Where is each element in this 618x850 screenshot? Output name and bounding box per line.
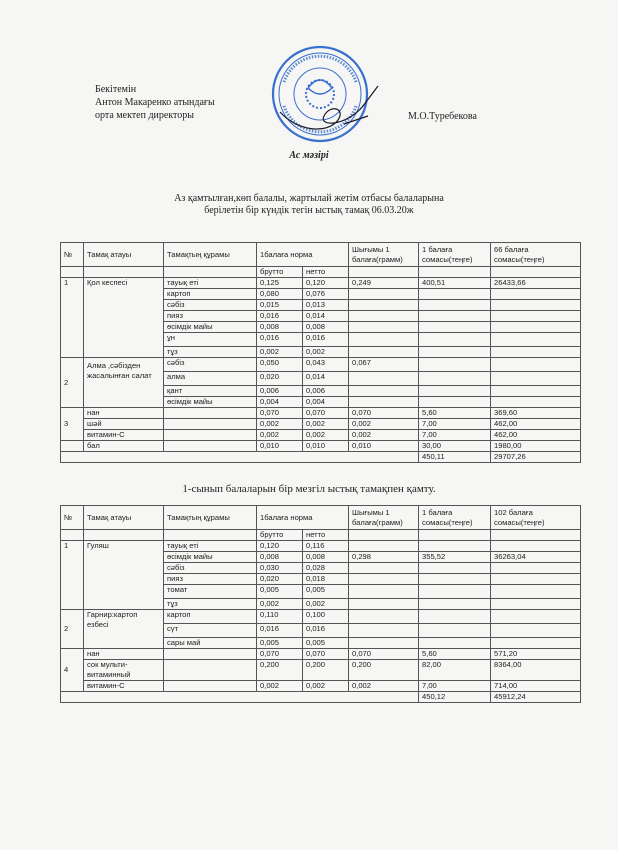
empty-cell [349,599,419,610]
table-cell: 0,020 [257,372,303,386]
empty-cell [349,610,419,624]
empty-cell [491,347,581,358]
table-cell [164,408,257,419]
table-cell: витамин-С [84,681,164,692]
table-cell: 0,002 [257,681,303,692]
table-cell: 0,028 [303,563,349,574]
empty-cell [491,372,581,386]
table-cell: 0,018 [303,574,349,585]
empty-cell [349,638,419,649]
table-cell: 0,005 [303,638,349,649]
empty-cell [164,530,257,541]
dish-name: Қол кеспесі [84,278,164,358]
table-cell: 4 [61,649,84,692]
table-cell: 0,005 [303,585,349,599]
empty-cell [164,267,257,278]
table-cell: 0,016 [303,624,349,638]
empty-cell [491,322,581,333]
col-header-netto: нетто [303,267,349,278]
stamp-seal-icon [273,47,367,141]
table-cell: нан [84,649,164,660]
empty-cell [419,322,491,333]
dish-name: Алма ,сәбізден жасалынған салат [84,358,164,408]
empty-cell [419,574,491,585]
table-cell [164,430,257,441]
empty-cell [349,372,419,386]
heading-free-meal [0,193,618,217]
empty-cell [419,300,491,311]
heading-first-grade: 1-сынып балаларын бір мезгіл ыстық тамақпен қамту. [182,483,436,495]
table-cell: 369,60 [491,408,581,419]
empty-cell [349,289,419,300]
empty-cell [419,599,491,610]
table-cell: 1 [61,541,84,610]
table-cell: 0,002 [303,430,349,441]
table-cell: 0,076 [303,289,349,300]
table-cell: 0,120 [257,541,303,552]
table-cell: 0,298 [349,552,419,563]
col-header-price-total: 66 балаға сомасы(теңге) [491,243,581,267]
table-row [61,681,581,692]
empty-cell [419,347,491,358]
table-cell: 0,002 [303,681,349,692]
table-cell: 0,200 [349,660,419,681]
table-cell: 400,51 [419,278,491,289]
empty-cell [419,311,491,322]
col-header-brutto: брутто [257,267,303,278]
total-row [61,452,581,463]
col-header-netto: нетто [303,530,349,541]
empty-cell [491,638,581,649]
table-cell: қант [164,386,257,397]
table-row [61,610,581,624]
table-cell: 36263,04 [491,552,581,563]
table-cell: 0,010 [303,441,349,452]
table-cell: 0,070 [349,408,419,419]
empty-cell [84,530,164,541]
table-cell: 0,070 [257,649,303,660]
table-cell: 0,002 [257,419,303,430]
empty-cell [61,452,419,463]
table-cell: сары май [164,638,257,649]
empty-cell [491,585,581,599]
table-cell: 0,110 [257,610,303,624]
col-header-brutto: брутто [257,530,303,541]
empty-cell [491,397,581,408]
table-cell: сәбіз [164,358,257,372]
table-cell: пияз [164,311,257,322]
empty-cell [61,267,84,278]
table-cell [164,441,257,452]
table-row [61,358,581,372]
table-cell: ұн [164,333,257,347]
empty-cell [349,300,419,311]
table-cell: 0,016 [257,333,303,347]
col-header-num: № [61,506,84,530]
table-cell: 7,00 [419,419,491,430]
table-first-grade [60,505,581,703]
menu-title: Ас мәзірі [289,150,329,161]
col-header-norm: 1балаға норма [257,243,349,267]
table-cell: 0,008 [303,552,349,563]
table-cell: сүт [164,624,257,638]
empty-cell [491,610,581,624]
empty-cell [349,267,419,278]
total-price-one: 450,12 [419,692,491,703]
table-cell: томат [164,585,257,599]
table-cell [164,419,257,430]
table-row [61,419,581,430]
table-cell: 462,00 [491,419,581,430]
empty-cell [491,358,581,372]
total-price-one: 450,11 [419,452,491,463]
table-cell [164,649,257,660]
table-cell: 2 [61,358,84,408]
table-cell: 0,002 [349,419,419,430]
table-row [61,541,581,552]
empty-cell [419,585,491,599]
table-cell: 0,002 [349,681,419,692]
table-cell: тұз [164,599,257,610]
table-cell: 0,004 [257,397,303,408]
col-header-price-one: 1 балаға сомасы(теңге) [419,506,491,530]
col-header-yield: Шығымы 1 балаға(грамм) [349,243,419,267]
dish-name: Гуляш [84,541,164,610]
empty-cell [419,610,491,624]
table-cell: 0,008 [303,322,349,333]
empty-cell [349,541,419,552]
empty-cell [491,333,581,347]
total-price-all: 45912,24 [491,692,581,703]
empty-cell [419,372,491,386]
table-cell: сәбіз [164,300,257,311]
table-cell: 0,020 [257,574,303,585]
table-cell: 0,116 [303,541,349,552]
approval-line-2: Антон Макаренко атындағы [95,97,215,108]
table-row [61,649,581,660]
table-cell: 0,006 [303,386,349,397]
signature-mark [280,86,378,129]
table-cell: 0,005 [257,638,303,649]
table-cell: өсімдік майы [164,322,257,333]
table-cell: 0,080 [257,289,303,300]
table-cell: 0,005 [257,585,303,599]
table-row [61,408,581,419]
table-cell: 0,249 [349,278,419,289]
table-cell: 0,125 [257,278,303,289]
table-cell: сәбіз [164,563,257,574]
table-cell: 0,016 [303,333,349,347]
empty-cell [491,530,581,541]
table-cell: 0,006 [257,386,303,397]
col-header-composition: Тамақтың құрамы [164,243,257,267]
empty-cell [491,563,581,574]
empty-cell [491,386,581,397]
empty-cell [61,530,84,541]
total-price-all: 29707,26 [491,452,581,463]
empty-cell [491,599,581,610]
table-cell: 0,008 [257,322,303,333]
empty-cell [419,638,491,649]
total-row [61,692,581,703]
table-cell: 7,00 [419,430,491,441]
table-cell: 0,002 [257,430,303,441]
table-cell: 0,120 [303,278,349,289]
empty-cell [419,289,491,300]
table-cell: 0,004 [303,397,349,408]
dish-name: Гарнир:картоп езбесі [84,610,164,649]
table-cell: 1980,00 [491,441,581,452]
empty-cell [349,386,419,397]
table-cell: 0,008 [257,552,303,563]
heading-free-meal-line-2: берілетін бір күндік тегін ыстық тамақ 06.03.20ж [204,205,414,216]
table-cell: 0,015 [257,300,303,311]
table-row [61,278,581,289]
empty-cell [419,624,491,638]
empty-cell [349,585,419,599]
col-header-yield: Шығымы 1 балаға(грамм) [349,506,419,530]
table-cell: өсімдік майы [164,397,257,408]
table-cell: 0,002 [349,430,419,441]
empty-cell [419,541,491,552]
empty-cell [419,563,491,574]
table-cell: алма [164,372,257,386]
table-cell: картоп [164,610,257,624]
table-cell: шәй [84,419,164,430]
table-cell: 3 [61,408,84,441]
table-cell: нан [84,408,164,419]
table-row [61,430,581,441]
empty-cell [419,530,491,541]
empty-cell [349,347,419,358]
table-cell: 714,00 [491,681,581,692]
empty-cell [349,574,419,585]
empty-cell [419,386,491,397]
table-cell: 0,070 [303,408,349,419]
table-cell: 0,014 [303,372,349,386]
table-cell: 26433,66 [491,278,581,289]
empty-cell [349,333,419,347]
table-cell: сок мульти-витаминный [84,660,164,681]
table-cell: тауық еті [164,541,257,552]
table-cell: 0,002 [303,599,349,610]
table-cell: 1 [61,278,84,358]
table-cell: 0,014 [303,311,349,322]
table-cell [164,660,257,681]
approval-block [95,83,215,122]
table-cell: 0,070 [257,408,303,419]
table-cell: 0,030 [257,563,303,574]
table-cell [164,681,257,692]
director-name: М.О.Туребекова [408,111,477,122]
col-header-price-one: 1 балаға сомасы(теңге) [419,243,491,267]
col-header-dish: Тамақ атауы [84,243,164,267]
table-cell: 5,60 [419,649,491,660]
table-cell: 462,00 [491,430,581,441]
table-cell: 0,200 [257,660,303,681]
col-header-num: № [61,243,84,267]
table-cell: картоп [164,289,257,300]
col-header-composition: Тамақтың құрамы [164,506,257,530]
approval-line-1: Бекітемін [95,84,137,95]
table-cell: 2 [61,610,84,649]
empty-cell [491,624,581,638]
empty-cell [349,322,419,333]
empty-cell [61,692,419,703]
table-cell: тауық еті [164,278,257,289]
empty-cell [419,397,491,408]
col-header-price-total: 102 балаға сомасы(теңге) [491,506,581,530]
table-cell: өсімдік майы [164,552,257,563]
heading-free-meal-line-1: Аз қамтылған,көп балалы, жартылай жетім отбасы балаларына [174,193,444,204]
empty-cell [84,267,164,278]
approval-line-3: орта мектеп директоры [95,110,195,121]
empty-cell [349,624,419,638]
table-cell: 0,100 [303,610,349,624]
table-cell: 8364,00 [491,660,581,681]
official-stamp [258,42,386,147]
table-cell: 0,050 [257,358,303,372]
table-cell: 0,200 [303,660,349,681]
table-cell: 0,070 [349,649,419,660]
table-cell: 82,00 [419,660,491,681]
table-cell: 0,016 [257,311,303,322]
empty-cell [349,563,419,574]
table-cell: 5,60 [419,408,491,419]
table-cell: 571,20 [491,649,581,660]
empty-cell [491,574,581,585]
table-row [61,660,581,681]
empty-cell [61,441,84,452]
empty-cell [349,530,419,541]
table-cell: 0,013 [303,300,349,311]
empty-cell [349,311,419,322]
table-cell: пияз [164,574,257,585]
empty-cell [419,267,491,278]
empty-cell [419,358,491,372]
table-row [61,441,581,452]
table-cell: 7,00 [419,681,491,692]
table-cell: 0,010 [257,441,303,452]
table-cell: 30,00 [419,441,491,452]
col-header-norm: 1балаға норма [257,506,349,530]
table-cell: 0,002 [257,599,303,610]
table-cell: витамин-С [84,430,164,441]
empty-cell [419,333,491,347]
table-cell: 0,002 [303,419,349,430]
table-cell: 0,016 [257,624,303,638]
empty-cell [491,311,581,322]
table-cell: тұз [164,347,257,358]
table-cell: 355,52 [419,552,491,563]
table-cell: 0,070 [303,649,349,660]
empty-cell [491,289,581,300]
table-cell: 0,002 [257,347,303,358]
table-cell: 0,067 [349,358,419,372]
table-cell: бал [84,441,164,452]
empty-cell [349,397,419,408]
table-cell: 0,010 [349,441,419,452]
table-cell: 0,002 [303,347,349,358]
table-free-meal [60,242,581,463]
table-cell: 0,043 [303,358,349,372]
empty-cell [491,541,581,552]
empty-cell [491,267,581,278]
empty-cell [491,300,581,311]
col-header-dish: Тамақ атауы [84,506,164,530]
